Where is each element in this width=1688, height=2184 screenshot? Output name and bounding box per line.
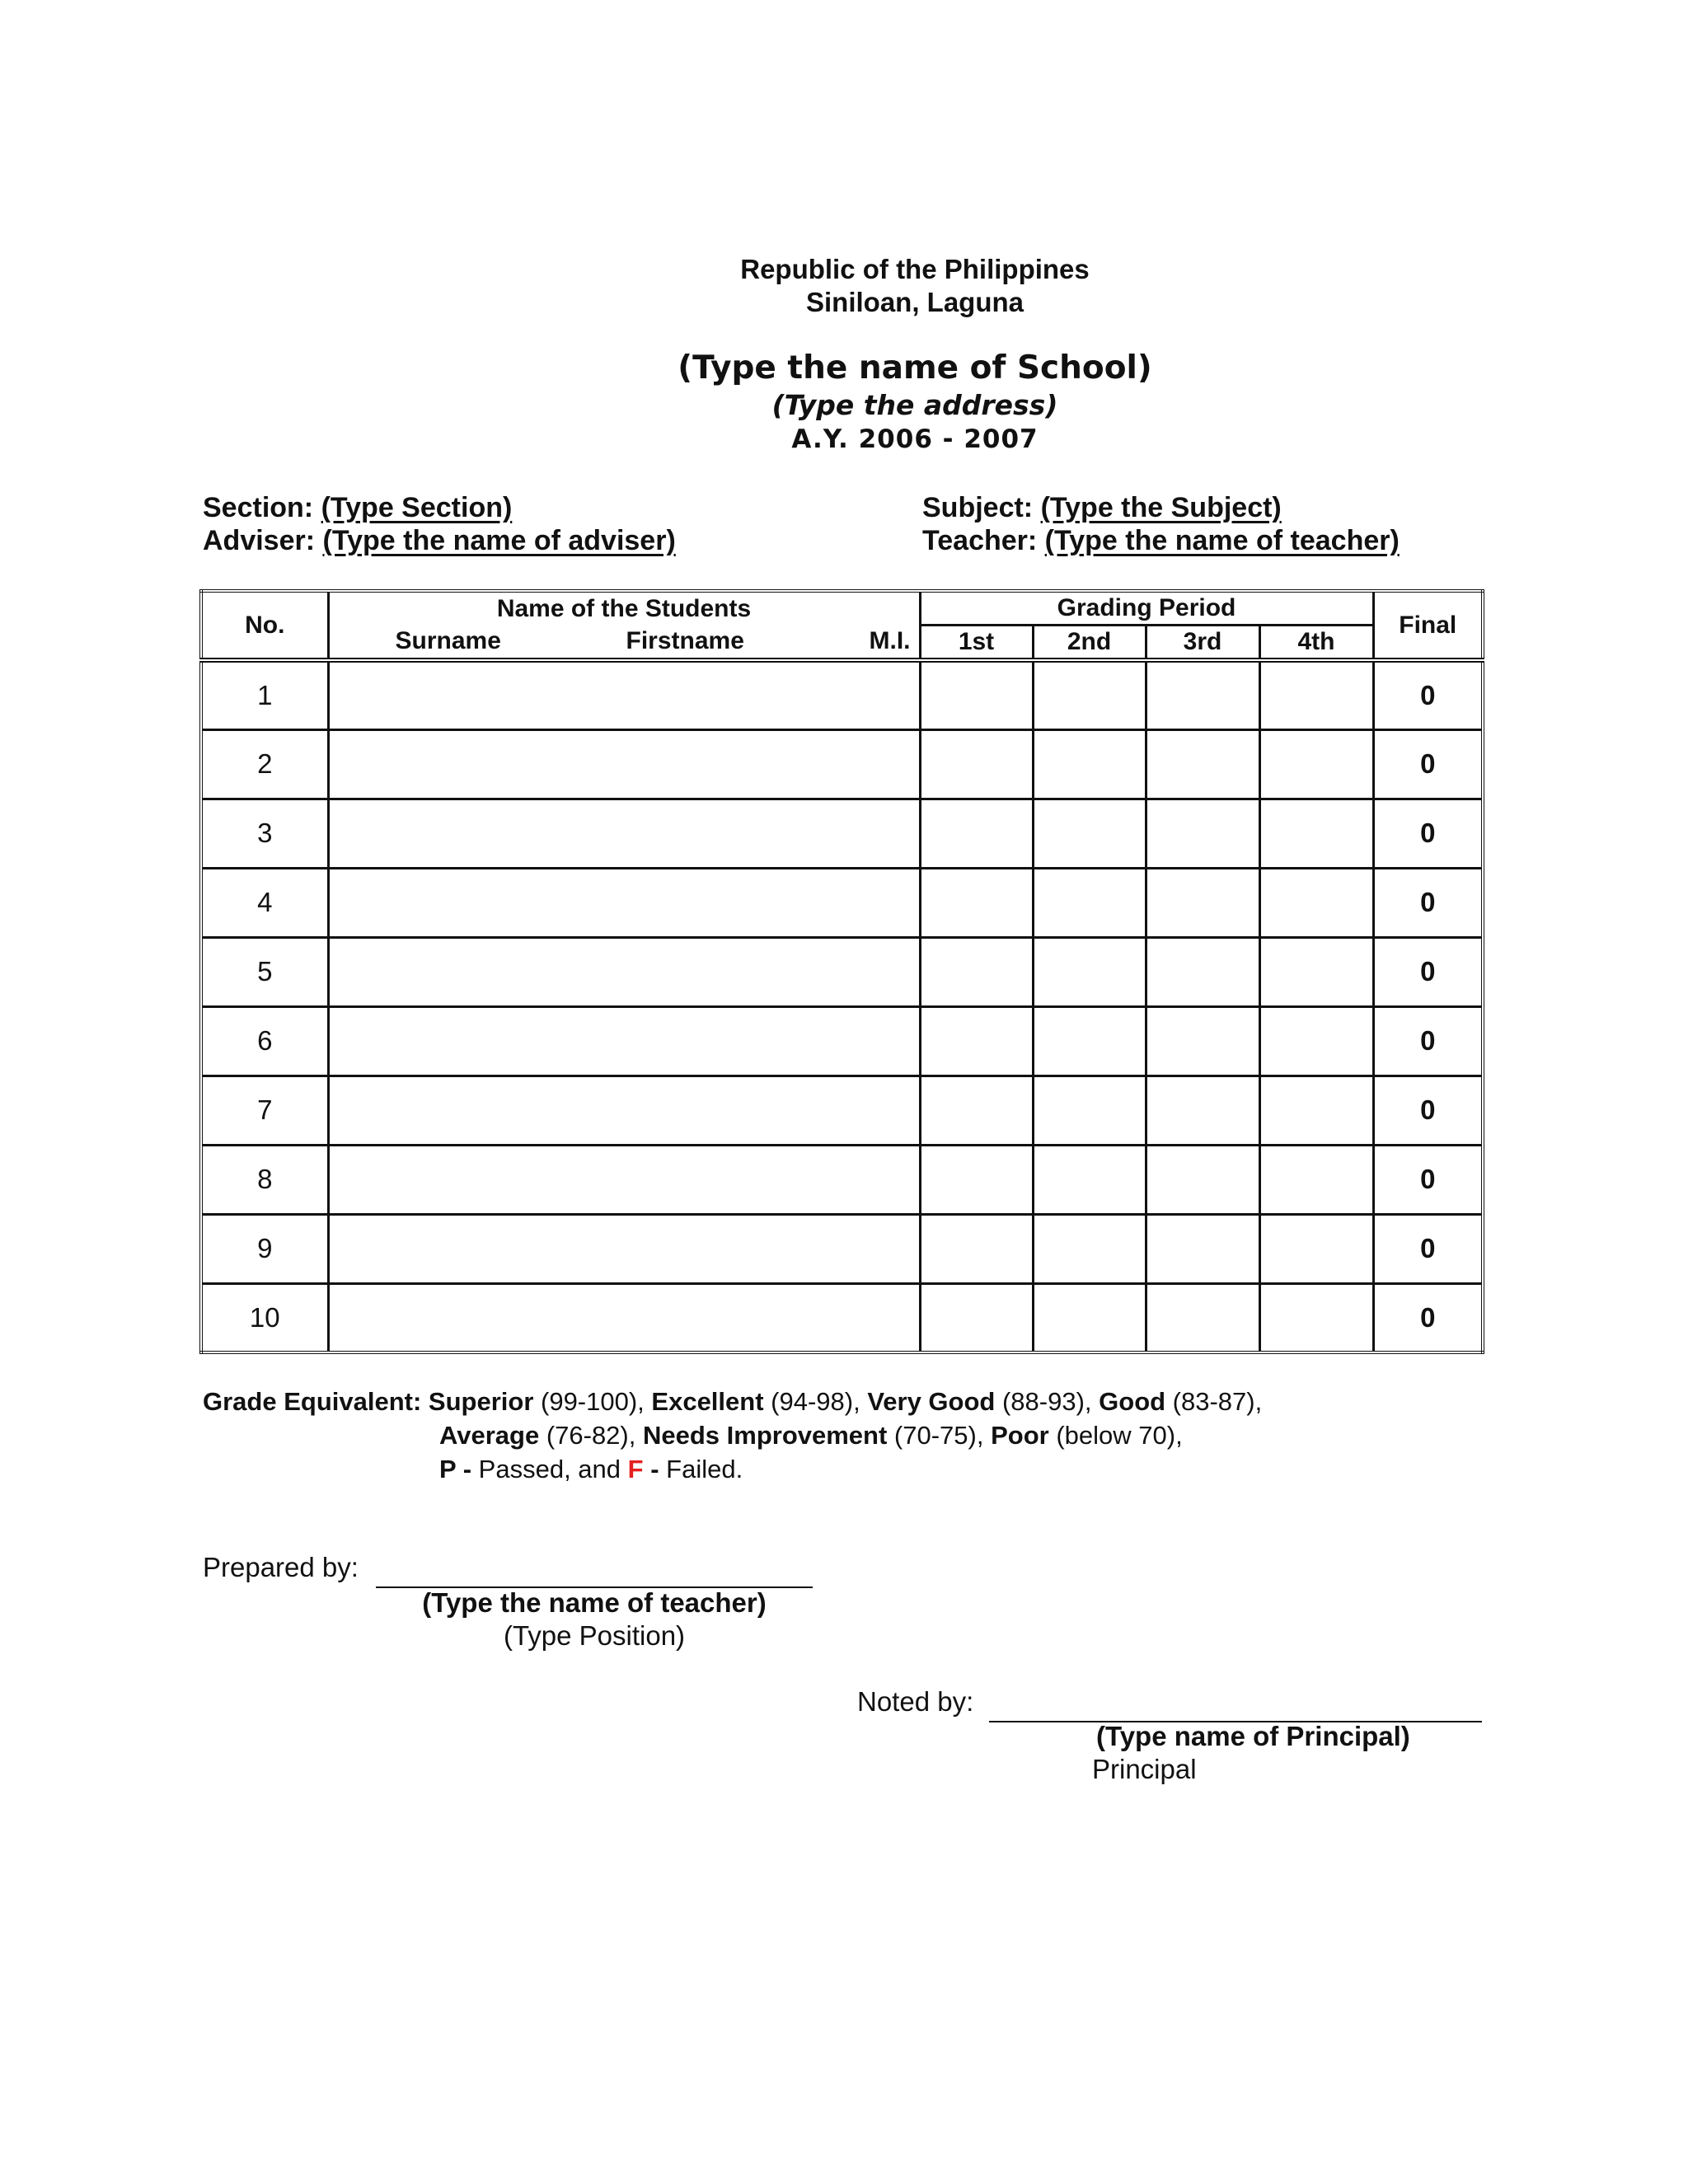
- row-number: 1: [201, 660, 328, 729]
- grade-cell-1st[interactable]: [920, 1214, 1033, 1283]
- prepared-by-label: Prepared by:: [203, 1552, 359, 1582]
- grade-cell-4th[interactable]: [1259, 729, 1373, 799]
- grade-cell-2nd[interactable]: [1033, 799, 1146, 868]
- grade-cell-4th[interactable]: [1259, 1006, 1373, 1076]
- section-field: [203, 492, 512, 524]
- legend-line-1: [203, 1385, 1262, 1418]
- legend-poor: Poor: [991, 1421, 1049, 1450]
- final-grade-cell: 0: [1373, 868, 1483, 937]
- final-grade-cell: 0: [1373, 1145, 1483, 1214]
- grade-cell-4th[interactable]: [1259, 1145, 1373, 1214]
- grade-cell-2nd[interactable]: [1033, 1283, 1146, 1352]
- row-number: 9: [201, 1214, 328, 1283]
- table-row: [201, 937, 1483, 1006]
- grade-cell-2nd[interactable]: [1033, 1214, 1146, 1283]
- table-row: [201, 799, 1483, 868]
- legend-good-range: (83-87),: [1165, 1387, 1263, 1416]
- header-line-location: Siniloan, Laguna: [805, 287, 1025, 317]
- grade-cell-1st[interactable]: [920, 799, 1033, 868]
- grade-cell-3rd[interactable]: [1146, 729, 1259, 799]
- final-grade-cell: 0: [1373, 1006, 1483, 1076]
- student-name-cell[interactable]: [328, 729, 920, 799]
- row-number: 7: [201, 1076, 328, 1145]
- subject-field: [922, 492, 1282, 524]
- header-no: No.: [201, 591, 328, 660]
- grade-cell-4th[interactable]: [1259, 1076, 1373, 1145]
- legend-title: Grade Equivalent:: [203, 1387, 422, 1416]
- legend-excellent-range: (94-98),: [763, 1387, 868, 1416]
- grade-equivalent-legend: [203, 1385, 1262, 1486]
- grade-cell-4th[interactable]: [1259, 799, 1373, 868]
- grade-cell-2nd[interactable]: [1033, 729, 1146, 799]
- grade-cell-1st[interactable]: [920, 660, 1033, 729]
- teacher-value: (Type the name of teacher): [1044, 525, 1400, 556]
- student-name-cell[interactable]: [328, 1145, 920, 1214]
- final-grade-cell: 0: [1373, 660, 1483, 729]
- student-name-cell[interactable]: [328, 1283, 920, 1352]
- row-number: 2: [201, 729, 328, 799]
- grade-cell-3rd[interactable]: [1146, 1076, 1259, 1145]
- header-period-1st: 1st: [920, 626, 1033, 661]
- legend-excellent: Excellent: [651, 1387, 764, 1416]
- header-line-republic: Republic of the Philippines: [740, 254, 1090, 284]
- grade-cell-3rd[interactable]: [1146, 799, 1259, 868]
- student-name-cell[interactable]: [328, 799, 920, 868]
- final-grade-cell: 0: [1373, 1214, 1483, 1283]
- final-grade-cell: 0: [1373, 1076, 1483, 1145]
- teacher-field: [922, 525, 1400, 557]
- table-row: [201, 1214, 1483, 1283]
- grade-cell-3rd[interactable]: [1146, 937, 1259, 1006]
- header-mi: M.I.: [869, 627, 911, 655]
- student-name-cell[interactable]: [328, 660, 920, 729]
- grade-cell-3rd[interactable]: [1146, 1283, 1259, 1352]
- row-number: 6: [201, 1006, 328, 1076]
- student-name-cell[interactable]: [328, 1006, 920, 1076]
- subject-value: (Type the Subject): [1040, 492, 1282, 523]
- grade-cell-1st[interactable]: [920, 868, 1033, 937]
- prepared-by-position: (Type Position): [503, 1620, 686, 1651]
- noted-by-position: Principal: [1092, 1754, 1197, 1784]
- final-grade-cell: 0: [1373, 799, 1483, 868]
- student-name-cell[interactable]: [328, 937, 920, 1006]
- grade-cell-2nd[interactable]: [1033, 868, 1146, 937]
- noted-by-label: Noted by:: [857, 1686, 974, 1717]
- legend-needs-improvement: Needs Improvement: [642, 1421, 888, 1450]
- grade-cell-4th[interactable]: [1259, 1283, 1373, 1352]
- table-row: [201, 1006, 1483, 1076]
- header-name-subcolumns: [328, 626, 920, 661]
- student-name-cell[interactable]: [328, 1214, 920, 1283]
- student-name-cell[interactable]: [328, 1076, 920, 1145]
- grade-cell-4th[interactable]: [1259, 937, 1373, 1006]
- section-value: (Type Section): [321, 492, 513, 523]
- adviser-value: (Type the name of adviser): [322, 525, 676, 556]
- grade-table: [199, 589, 1484, 1354]
- grade-cell-1st[interactable]: [920, 1006, 1033, 1076]
- grade-cell-3rd[interactable]: [1146, 1214, 1259, 1283]
- header-period-2nd: 2nd: [1033, 626, 1146, 661]
- legend-superior: Superior: [428, 1387, 534, 1416]
- final-grade-cell: 0: [1373, 937, 1483, 1006]
- legend-average-range: (76-82),: [539, 1421, 643, 1450]
- academic-year: A.Y. 2006 - 2007: [791, 424, 1039, 454]
- grade-cell-3rd[interactable]: [1146, 1006, 1259, 1076]
- table-row: [201, 729, 1483, 799]
- legend-f-code: F: [627, 1455, 644, 1483]
- grade-cell-1st[interactable]: [920, 1145, 1033, 1214]
- grade-cell-2nd[interactable]: [1033, 1006, 1146, 1076]
- table-row: [201, 868, 1483, 937]
- legend-needs-improvement-range: (70-75),: [887, 1421, 992, 1450]
- grade-cell-1st[interactable]: [920, 729, 1033, 799]
- grade-cell-3rd[interactable]: [1146, 868, 1259, 937]
- section-label: Section:: [203, 492, 314, 523]
- table-row: [201, 1283, 1483, 1352]
- grade-cell-4th[interactable]: [1259, 868, 1373, 937]
- grade-cell-1st[interactable]: [920, 1283, 1033, 1352]
- table-row: [201, 660, 1483, 729]
- legend-poor-range: (below 70),: [1048, 1421, 1183, 1450]
- final-grade-cell: 0: [1373, 1283, 1483, 1352]
- grade-cell-4th[interactable]: [1259, 660, 1373, 729]
- grade-cell-2nd[interactable]: [1033, 1145, 1146, 1214]
- grade-cell-1st[interactable]: [920, 937, 1033, 1006]
- teacher-label: Teacher:: [922, 525, 1038, 556]
- school-address: (Type the address): [771, 389, 1058, 421]
- header-name-of-students: Name of the Students: [328, 591, 920, 626]
- final-grade-cell: 0: [1373, 729, 1483, 799]
- grade-cell-1st[interactable]: [920, 1076, 1033, 1145]
- row-number: 4: [201, 868, 328, 937]
- header-period-3rd: 3rd: [1146, 626, 1259, 661]
- row-number: 5: [201, 937, 328, 1006]
- header-grading-period: Grading Period: [920, 591, 1373, 626]
- legend-line-2: [203, 1418, 1262, 1452]
- grade-cell-2nd[interactable]: [1033, 1076, 1146, 1145]
- grade-cell-2nd[interactable]: [1033, 660, 1146, 729]
- table-row: [201, 1145, 1483, 1214]
- legend-f-text: Failed.: [666, 1455, 743, 1483]
- legend-good: Good: [1099, 1387, 1166, 1416]
- legend-p-text: Passed, and: [478, 1455, 628, 1483]
- prepared-by-name: (Type the name of teacher): [422, 1587, 767, 1618]
- legend-line-3: [203, 1452, 1262, 1486]
- row-number: 10: [201, 1283, 328, 1352]
- subject-label: Subject:: [922, 492, 1034, 523]
- legend-very-good-range: (88-93),: [995, 1387, 1100, 1416]
- grade-cell-2nd[interactable]: [1033, 937, 1146, 1006]
- legend-p-code: P -: [439, 1455, 479, 1483]
- grade-cell-3rd[interactable]: [1146, 1145, 1259, 1214]
- table-row: [201, 1076, 1483, 1145]
- noted-by-name: (Type name of Principal): [1096, 1721, 1410, 1751]
- row-number: 8: [201, 1145, 328, 1214]
- school-name: (Type the name of School): [678, 349, 1152, 387]
- header-period-4th: 4th: [1259, 626, 1373, 661]
- legend-superior-range: (99-100),: [533, 1387, 652, 1416]
- header-firstname: Firstname: [626, 627, 744, 655]
- legend-very-good: Very Good: [867, 1387, 996, 1416]
- adviser-field: [203, 525, 676, 557]
- legend-average: Average: [439, 1421, 540, 1450]
- grade-cell-3rd[interactable]: [1146, 660, 1259, 729]
- row-number: 3: [201, 799, 328, 868]
- adviser-label: Adviser:: [203, 525, 316, 556]
- header-final: Final: [1373, 591, 1483, 660]
- grade-cell-4th[interactable]: [1259, 1214, 1373, 1283]
- header-surname: Surname: [395, 627, 501, 655]
- student-name-cell[interactable]: [328, 868, 920, 937]
- legend-f-dash: -: [643, 1455, 667, 1483]
